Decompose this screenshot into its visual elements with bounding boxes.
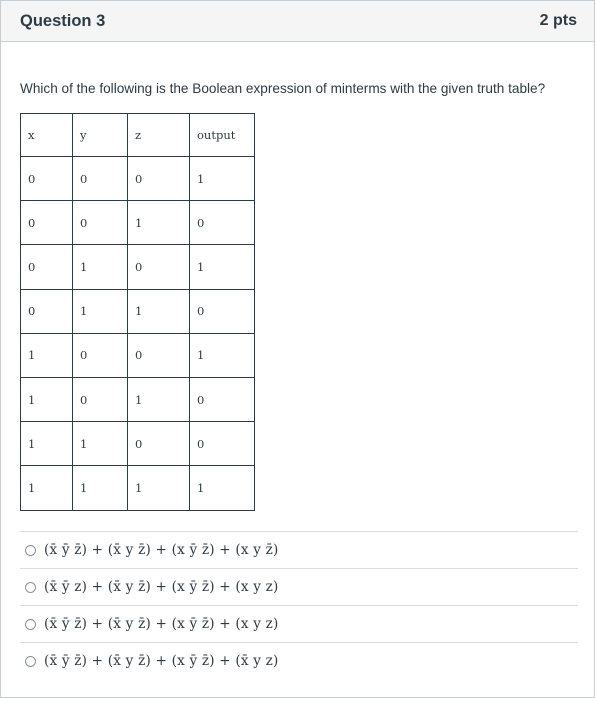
cell-x: 0 [21,157,73,201]
cell-output: 1 [190,245,255,289]
table-row [21,245,255,289]
cell-y: 0 [73,377,128,421]
cell-x: 1 [21,377,73,421]
cell-x: 1 [21,422,73,466]
table-row [21,422,255,466]
cell-output: 1 [190,333,255,377]
cell-y: 1 [73,422,128,466]
header-y: y [73,114,128,157]
truth-table [20,113,255,511]
cell-z: 1 [128,377,190,421]
table-row [21,289,255,333]
answer-expression[interactable]: (x̄ ȳ z̄) + (x̄ y z̄) + (x ȳ z̄) + (x y z) [44,616,279,632]
cell-z: 1 [128,201,190,245]
cell-output: 0 [190,422,255,466]
table-row [21,201,255,245]
cell-output: 1 [190,466,255,510]
radio-button[interactable] [25,582,36,593]
question-title: Question 3 [20,11,106,30]
answer-expression[interactable]: (x̄ ȳ z̄) + (x̄ y z̄) + (x ȳ z̄) + (x y z̄) [44,542,279,558]
cell-z: 0 [128,333,190,377]
answer-expression[interactable]: (x̄ ȳ z̄) + (x̄ y z̄) + (x ȳ z̄) + (x̄ y z) [44,653,279,669]
cell-z: 1 [128,466,190,510]
cell-x: 0 [21,201,73,245]
cell-x: 1 [21,333,73,377]
radio-button[interactable] [25,656,36,667]
cell-y: 1 [73,466,128,510]
answer-option-3[interactable] [20,605,578,642]
cell-output: 1 [190,157,255,201]
header-output: output [190,114,255,157]
answer-option-4[interactable] [20,642,578,679]
cell-output: 0 [190,289,255,333]
radio-button[interactable] [25,545,36,556]
cell-output: 0 [190,201,255,245]
cell-y: 0 [73,333,128,377]
cell-x: 0 [21,289,73,333]
cell-y: 0 [73,201,128,245]
question-header [1,1,594,42]
table-row [21,466,255,510]
cell-z: 0 [128,422,190,466]
answer-list [20,531,578,679]
table-row [21,157,255,201]
cell-z: 0 [128,245,190,289]
radio-button[interactable] [25,619,36,630]
header-x: x [21,114,73,157]
question-points: 2 pts [539,12,577,29]
cell-z: 1 [128,289,190,333]
table-row [21,333,255,377]
cell-y: 1 [73,245,128,289]
header-z: z [128,114,190,157]
cell-x: 1 [21,466,73,510]
truth-table-header-row [21,114,255,157]
question-prompt: Which of the following is the Boolean expression of minterms with the given truth table? [20,81,546,96]
cell-z: 0 [128,157,190,201]
answer-expression[interactable]: (x̄ ȳ z) + (x̄ y z̄) + (x ȳ z̄) + (x y z) [44,579,279,595]
answer-option-1[interactable] [20,531,578,568]
answer-option-2[interactable] [20,568,578,605]
cell-y: 1 [73,289,128,333]
cell-x: 0 [21,245,73,289]
cell-y: 0 [73,157,128,201]
table-row [21,377,255,421]
cell-output: 0 [190,377,255,421]
